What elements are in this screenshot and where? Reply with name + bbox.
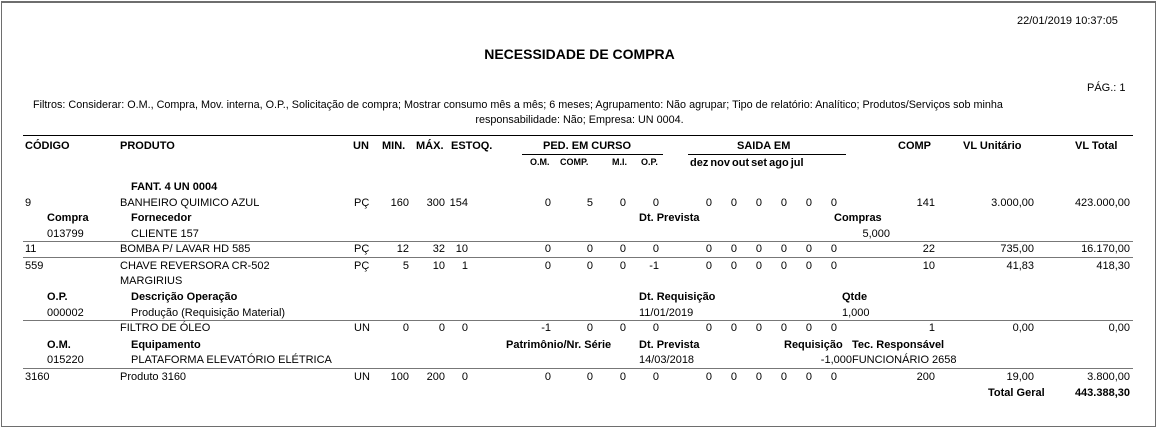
cell-min: 0 xyxy=(402,322,409,334)
cell-m6: 0 xyxy=(830,322,837,334)
cell-mi: 0 xyxy=(619,322,626,334)
cell-m2: 0 xyxy=(730,322,737,334)
total-geral-value: 443.388,30 xyxy=(1074,387,1130,399)
cell-m4: 0 xyxy=(780,322,787,334)
cell-om: 0 xyxy=(544,371,551,383)
cell-produto: CHAVE REVERSORA CR-502 xyxy=(120,260,270,272)
filters-line-2: responsabilidade: Não; Empresa: UN 0004. xyxy=(475,114,684,126)
cell-comp: 200 xyxy=(916,371,935,383)
cell-m2: 0 xyxy=(730,243,737,255)
cell-m6: 0 xyxy=(830,371,837,383)
col-estoq: ESTOQ. xyxy=(451,140,493,152)
detail-descricao-value: Produção (Requisição Material) xyxy=(131,307,286,319)
cell-un: UN xyxy=(354,322,370,334)
cell-max: 200 xyxy=(426,371,445,383)
cell-min: 160 xyxy=(390,197,409,209)
cell-min: 5 xyxy=(402,260,409,272)
cell-m2: 0 xyxy=(730,260,737,272)
cell-comp-sub: 0 xyxy=(586,371,593,383)
cell-max: 32 xyxy=(432,243,445,255)
detail-dt-prevista-header: Dt. Prevista xyxy=(639,339,700,351)
col-op: O.P. xyxy=(641,157,658,167)
detail-op-header: O.P. xyxy=(47,291,68,303)
cell-m2: 0 xyxy=(730,197,737,209)
cell-vl-total: 0,00 xyxy=(1108,322,1130,334)
cell-produto: BOMBA P/ LAVAR HD 585 xyxy=(120,243,251,255)
cell-m5: 0 xyxy=(805,260,812,272)
cell-estoq: 154 xyxy=(449,197,468,209)
row-separator xyxy=(23,257,1133,258)
col-months: dez nov out set ago jul xyxy=(690,157,804,169)
cell-codigo: 11 xyxy=(25,243,37,255)
cell-m5: 0 xyxy=(805,197,812,209)
col-comp: COMP xyxy=(898,140,931,152)
cell-estoq: 0 xyxy=(461,322,468,334)
cell-estoq: 1 xyxy=(461,260,468,272)
cell-produto: FILTRO DE ÓLEO xyxy=(120,322,211,334)
detail-requisicao-header: Requisição xyxy=(784,339,843,351)
cell-m1: 0 xyxy=(705,322,712,334)
cell-comp-sub: 5 xyxy=(586,197,593,209)
cell-om: 0 xyxy=(544,243,551,255)
detail-dt-requisicao-header: Dt. Requisição xyxy=(639,291,716,303)
cell-op: -1 xyxy=(649,260,659,272)
cell-vl-unit: 0,00 xyxy=(1012,322,1034,334)
cell-max: 0 xyxy=(438,322,445,334)
cell-m3: 0 xyxy=(755,260,762,272)
cell-om: -1 xyxy=(541,322,551,334)
col-vl-total: VL Total xyxy=(1075,140,1118,152)
detail-om-header: O.M. xyxy=(47,339,71,351)
cell-m1: 0 xyxy=(705,243,712,255)
cell-comp-sub: 0 xyxy=(586,243,593,255)
row-separator xyxy=(23,368,1133,369)
detail-dt-prevista-value: 14/03/2018 xyxy=(639,354,695,366)
cell-codigo: 3160 xyxy=(25,371,50,383)
cell-vl-unit: 735,00 xyxy=(1000,243,1034,255)
cell-un: PÇ xyxy=(354,243,370,255)
detail-qtde-value: 1,000 xyxy=(842,307,870,319)
cell-vl-total: 418,30 xyxy=(1096,260,1130,272)
report-title: NECESSIDADE DE COMPRA xyxy=(484,46,675,62)
detail-compra-value: 013799 xyxy=(47,228,84,240)
detail-compra-header: Compra xyxy=(47,212,89,224)
header-rule xyxy=(23,135,1133,136)
cell-m5: 0 xyxy=(805,322,812,334)
col-om: O.M. xyxy=(530,157,550,167)
ped-em-curso-rule xyxy=(522,154,663,155)
cell-produto-line2: MARGIRIUS xyxy=(120,275,183,287)
cell-m6: 0 xyxy=(830,197,837,209)
cell-vl-unit: 19,00 xyxy=(1006,371,1034,383)
cell-m5: 0 xyxy=(805,371,812,383)
cell-min: 100 xyxy=(390,371,409,383)
cell-estoq: 0 xyxy=(461,371,468,383)
saida-em-rule xyxy=(688,154,846,155)
cell-codigo: 559 xyxy=(25,260,44,272)
cell-mi: 0 xyxy=(619,371,626,383)
cell-un: PÇ xyxy=(354,260,370,272)
col-mi: M.I. xyxy=(612,157,627,167)
cell-op: 0 xyxy=(652,243,659,255)
col-codigo: CÓDIGO xyxy=(25,140,70,152)
cell-m2: 0 xyxy=(730,371,737,383)
detail-qtde-header: Qtde xyxy=(842,291,868,303)
detail-tec-header: Tec. Responsável xyxy=(852,339,945,351)
cell-max: 300 xyxy=(426,197,445,209)
cell-m5: 0 xyxy=(805,243,812,255)
detail-equipamento-value: PLATAFORMA ELEVATÓRIO ELÉTRICA xyxy=(131,354,332,366)
col-min: MIN. xyxy=(382,140,406,152)
cell-min: 12 xyxy=(396,243,409,255)
detail-dt-requisicao-value: 11/01/2019 xyxy=(639,307,694,319)
cell-un: PÇ xyxy=(354,197,370,209)
cell-mi: 0 xyxy=(619,197,626,209)
detail-requisicao-value: -1,000 xyxy=(820,354,852,366)
cell-op: 0 xyxy=(652,322,659,334)
row-separator xyxy=(23,320,1133,321)
cell-comp: 1 xyxy=(928,322,935,334)
detail-compras-value: 5,000 xyxy=(862,228,890,240)
total-geral-label: Total Geral xyxy=(988,387,1045,399)
cell-m6: 0 xyxy=(830,260,837,272)
cell-m1: 0 xyxy=(705,197,712,209)
cell-comp-sub: 0 xyxy=(586,260,593,272)
cell-om: 0 xyxy=(544,197,551,209)
cell-vl-unit: 3.000,00 xyxy=(991,197,1034,209)
detail-op-value: 000002 xyxy=(47,307,84,319)
cell-m1: 0 xyxy=(705,260,712,272)
detail-fornecedor-value: CLIENTE 157 xyxy=(131,228,199,240)
detail-dt-prevista-header: Dt. Prevista xyxy=(639,212,700,224)
cell-m1: 0 xyxy=(705,371,712,383)
cell-m6: 0 xyxy=(830,243,837,255)
cell-m4: 0 xyxy=(780,243,787,255)
cell-vl-total: 3.800,00 xyxy=(1087,371,1130,383)
cell-comp: 10 xyxy=(922,260,935,272)
detail-descricao-header: Descrição Operação xyxy=(131,291,238,303)
col-comp-sub: COMP. xyxy=(560,157,589,167)
row-separator xyxy=(23,241,1133,242)
cell-codigo: 9 xyxy=(25,197,32,209)
page-number: PÁG.: 1 xyxy=(1087,82,1126,94)
cell-m3: 0 xyxy=(755,371,762,383)
cell-m4: 0 xyxy=(780,197,787,209)
cell-comp: 22 xyxy=(922,243,935,255)
cell-produto: BANHEIRO QUIMICO AZUL xyxy=(120,197,260,209)
cell-op: 0 xyxy=(652,371,659,383)
report-timestamp: 22/01/2019 10:37:05 xyxy=(1017,15,1118,27)
col-max: MÁX. xyxy=(416,140,444,152)
cell-comp: 141 xyxy=(916,197,935,209)
col-produto: PRODUTO xyxy=(120,140,175,152)
cell-m3: 0 xyxy=(755,322,762,334)
cell-om: 0 xyxy=(544,260,551,272)
detail-compras-header: Compras xyxy=(834,212,882,224)
cell-m4: 0 xyxy=(780,260,787,272)
cell-mi: 0 xyxy=(619,243,626,255)
cell-estoq: 10 xyxy=(455,243,468,255)
cell-un: UN xyxy=(354,371,370,383)
col-ped-em-curso: PED. EM CURSO xyxy=(543,140,632,152)
cell-op: 0 xyxy=(652,197,659,209)
detail-fornecedor-header: Fornecedor xyxy=(131,212,192,224)
cell-m3: 0 xyxy=(755,197,762,209)
cell-comp-sub: 0 xyxy=(586,322,593,334)
cell-m4: 0 xyxy=(780,371,787,383)
col-un: UN xyxy=(353,140,369,152)
col-vl-unitario: VL Unitário xyxy=(963,140,1022,152)
filters-line-1: Filtros: Considerar: O.M., Compra, Mov. interna, O.P., Solicitação de compra; Mostrar consumo mês a mês; 6 meses; Agrupamento: Não agrupar; Tipo de relatório: Analítico; Produtos/Serviços sob minha xyxy=(33,99,1003,111)
cell-vl-total: 423.000,00 xyxy=(1074,197,1130,209)
cell-vl-total: 16.170,00 xyxy=(1081,243,1130,255)
cell-m3: 0 xyxy=(755,243,762,255)
detail-equipamento-header: Equipamento xyxy=(131,339,201,351)
group-label: FANT. 4 UN 0004 xyxy=(131,181,218,193)
cell-mi: 0 xyxy=(619,260,626,272)
detail-om-value: 015220 xyxy=(47,354,84,366)
col-saida-em: SAIDA EM xyxy=(737,140,791,152)
detail-patrimonio-header: Patrimônio/Nr. Série xyxy=(506,339,612,351)
cell-produto: Produto 3160 xyxy=(120,371,187,383)
cell-vl-unit: 41,83 xyxy=(1006,260,1034,272)
detail-tec-value: FUNCIONÁRIO 2658 xyxy=(852,354,957,366)
cell-max: 10 xyxy=(432,260,445,272)
